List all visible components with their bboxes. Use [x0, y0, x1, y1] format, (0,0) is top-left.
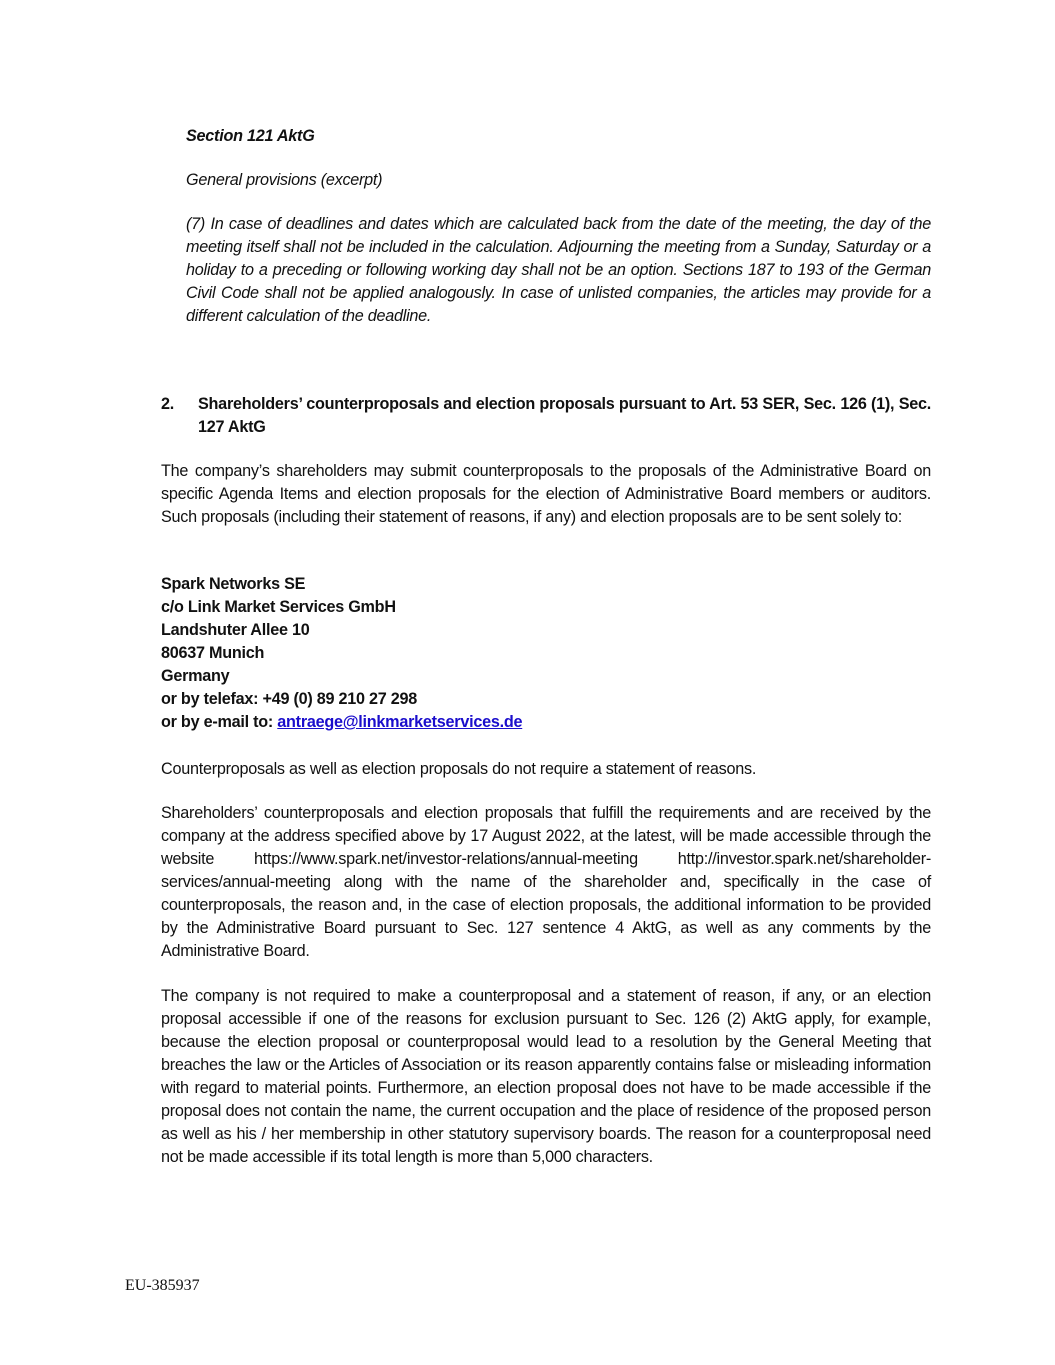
address-city: 80637 Munich [161, 644, 265, 662]
email-prefix: or by e-mail to: [161, 713, 278, 731]
address-email-line [161, 711, 522, 734]
address-country: Germany [161, 667, 230, 685]
section-number: 2. [161, 395, 175, 413]
document-id-footer: EU-385937 [125, 1277, 200, 1294]
excerpt-subtitle: General provisions (excerpt) [186, 171, 383, 189]
address-block [161, 573, 522, 734]
publication-paragraph: Shareholders’ counterproposals and election proposals that fulfill the requirements and are received by the company at the address specified above by 17 August 2022, at the latest, will be made accessible through the website https://www.spark.net/investor-relations/annual-meeting http://investor.spark.net/shareholder-services/annual-meeting along with the name of the shareholder and, specifically in the case of counterproposals, the reason and, in the case of election proposals, the additional information to be provided by the Administrative Board pursuant to Sec. 127 sentence 4 AktG, as well as any comments by the Administrative Board. [161, 804, 931, 960]
no-reason-paragraph: Counterproposals as well as election proposals do not require a statement of reasons. [161, 760, 757, 778]
exclusion-paragraph: The company is not required to make a counterproposal and a statement of reason, if any, or an election proposal accessible if one of the reasons for exclusion pursuant to Sec. 126 (2) AktG apply, for example, because the election proposal or counterproposal would lead to a resolution by the General Meeting that breaches the law or the Articles of Association or its reason apparently contains false or misleading information with regard to material points. Furthermore, an election proposal does not have to be made accessible if the proposal does not contain the name, the current occupation and the place of residence of the proposed person as well as his / her membership in other statutory supervisory boards. The reason for a counterproposal need not be made accessible if its total length is more than 5,000 characters. [161, 987, 931, 1166]
intro-paragraph: The company’s shareholders may submit counterproposals to the proposals of the Administrative Board on specific Agenda Items and election proposals for the election of Administrative Board members or auditors. Such proposals (including their statement of reasons, if any) and election proposals are to be sent solely to: [161, 462, 931, 526]
address-fax: or by telefax: +49 (0) 89 210 27 298 [161, 690, 418, 708]
address-street: Landshuter Allee 10 [161, 621, 310, 639]
section-heading [161, 393, 931, 439]
address-company: Spark Networks SE [161, 575, 306, 593]
section-heading-text: Shareholders’ counterproposals and election proposals pursuant to Art. 53 SER, Sec. 126 (1), Sec. 127 AktG [198, 395, 931, 436]
excerpt-title: Section 121 AktG [186, 127, 315, 145]
address-care-of: c/o Link Market Services GmbH [161, 598, 396, 616]
excerpt-paragraph: (7) In case of deadlines and dates which are calculated back from the date of the meeting, the day of the meeting itself shall not be included in the calculation. Adjourning the meeting from a Sunday, Saturday or a holiday to a preceding or following working day shall not be an option. Sections 187 to 193 of the German Civil Code shall not be applied analogously. In case of unlisted companies, the articles may provide for a different calculation of the deadline. [186, 215, 931, 325]
email-link[interactable]: antraege@linkmarketservices.de [277, 713, 523, 731]
